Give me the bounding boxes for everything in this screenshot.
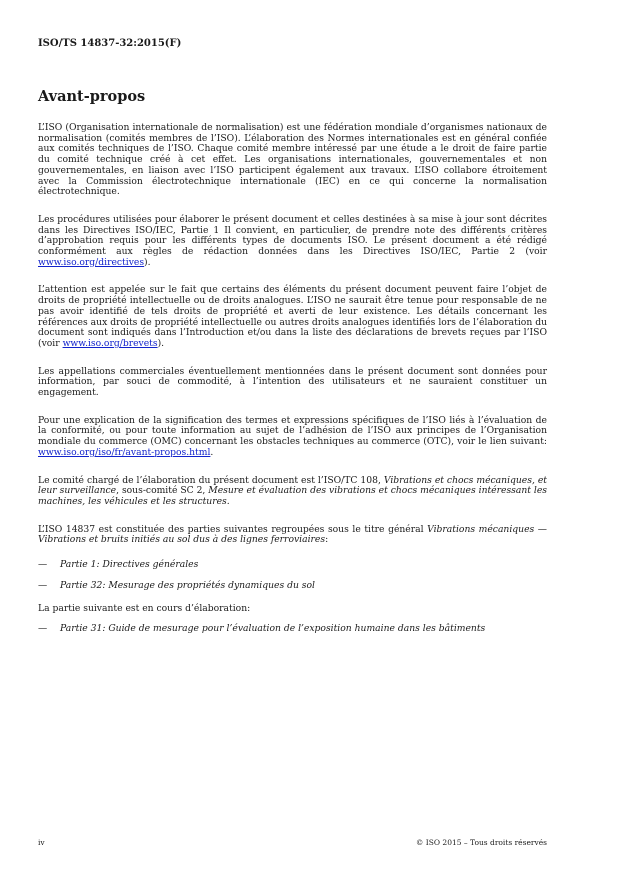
dash-marker: — — [38, 579, 48, 591]
series-general-title: Vibrations mécaniques — Vibrations et bruits initiés au sol dus à des lignes ferroviaires — [38, 523, 547, 546]
part-title: Partie 32: Mesurage des propriétés dynamiques du sol — [60, 579, 315, 591]
list-item — [38, 560, 547, 571]
paragraph-text: Pour une explication de la signification des termes et expressions spécifiques de l’ISO liés à l’évaluation de la conformité, ou pour toute information au sujet de l’adhésion de l’ISO aux principes de l’Organisation mondiale du commerce (OMC) concernant les obstacles techniques au commerce (OTC), voir le lien suivant: — [38, 414, 547, 448]
published-parts-list — [38, 560, 547, 591]
list-item — [38, 624, 547, 635]
paragraph-procedures — [38, 215, 547, 269]
subcommittee-title: Mesure et évaluation des vibrations et chocs mécaniques intéressant les machines, les véhicules et les structures — [38, 485, 547, 507]
committee-title: Vibrations et chocs mécaniques, et leur surveillance — [38, 474, 547, 497]
paragraph-text-end: . — [210, 446, 214, 458]
paragraph-in-preparation: La partie suivante est en cours d’élaboration: — [38, 602, 251, 614]
paragraph-conformity-info — [38, 416, 547, 459]
paragraph-committee — [38, 476, 547, 508]
paragraph-text: L’ISO 14837 est constituée des parties suivantes regroupées sous le titre général — [38, 523, 428, 535]
paragraph-text: Les procédures utilisées pour élaborer le présent document et celles destinées à sa mise à jour sont décrites dans les Directives ISO/IEC, Partie 1 Il convient, en particulier, de prendre note des différents critères d’approbation requis pour les différents types de documents ISO. Le présent document a été rédigé conformément aux règles de rédaction données dans les Directives ISO/IEC, Partie 2 (voir — [38, 213, 547, 258]
dash-marker: — — [38, 559, 48, 571]
part-title: Partie 1: Directives générales — [60, 559, 199, 571]
paragraph-text-end: . — [226, 495, 230, 507]
paragraph-text-end: ). — [144, 256, 151, 268]
footer-page-number: iv — [38, 838, 45, 847]
paragraph-text-end: ). — [157, 337, 165, 349]
paragraph-iso-organisation: L’ISO (Organisation internationale de normalisation) est une fédération mondiale d’organismes nationaux de normalisation (comités membres de l’ISO). L’élaboration des Normes internationales est en général confiée aux comités techniques de l’ISO. Chaque comité membre intéressé par une étude a le droit de faire partie du comité technique créé à cet effet. Les organisations internationales, gouvernementales et non gouvernementales, en liaison avec l’ISO participent également aux travaux. L’ISO collabore étroitement avec la Commission électrotechnique internationale (IEC) en ce qui concerne la normalisation électrotechnique. — [38, 122, 547, 198]
paragraph-trade-names: Les appellations commerciales éventuellement mentionnées dans le présent document sont données pour information, par souci de commodité, à l’intention des utilisateurs et ne sauraient constituer un engagement. — [38, 365, 547, 399]
running-header: ISO/TS 14837-32:2015(F) — [38, 38, 182, 49]
paragraph-text: Le comité chargé de l’élaboration du présent document est l’ISO/TC 108, — [38, 474, 384, 486]
paragraph-text-end: : — [325, 534, 329, 546]
parts-in-preparation-list — [38, 624, 547, 635]
page-title: Avant-propos — [38, 88, 146, 105]
directives-link[interactable]: www.iso.org/directives — [38, 256, 145, 268]
paragraph-series-parts — [38, 525, 547, 546]
list-item — [38, 581, 547, 592]
footer-copyright: © ISO 2015 – Tous droits réservés — [415, 838, 547, 847]
paragraph-text: L’attention est appelée sur le fait que certains des éléments du présent document peuvent faire l’objet de droits de propriété intellectuelle ou de droits analogues. L’ISO ne saurait être tenue pour responsable de ne pas avoir identifié de tels droits de propriété et averti de leur existence. Les détails concernant les références aux droits de propriété intellectuelle ou autres droits analogues identifiés lors de l’élaboration du document sont indiqués dans l’Introduction et/ou dans la liste des déclarations de brevets reçues par l’ISO (voir — [38, 284, 547, 349]
foreword-info-link[interactable]: www.iso.org/iso/fr/avant-propos.html — [38, 446, 211, 458]
part-title: Partie 31: Guide de mesurage pour l’évaluation de l’exposition humaine dans les bâtiments — [60, 623, 486, 635]
paragraph-text-middle: , sous-comité SC 2, — [116, 485, 209, 497]
dash-marker: — — [38, 623, 48, 635]
patents-link[interactable]: www.iso.org/brevets — [62, 337, 158, 349]
foreword-body — [38, 123, 547, 645]
paragraph-patent-rights — [38, 285, 547, 349]
